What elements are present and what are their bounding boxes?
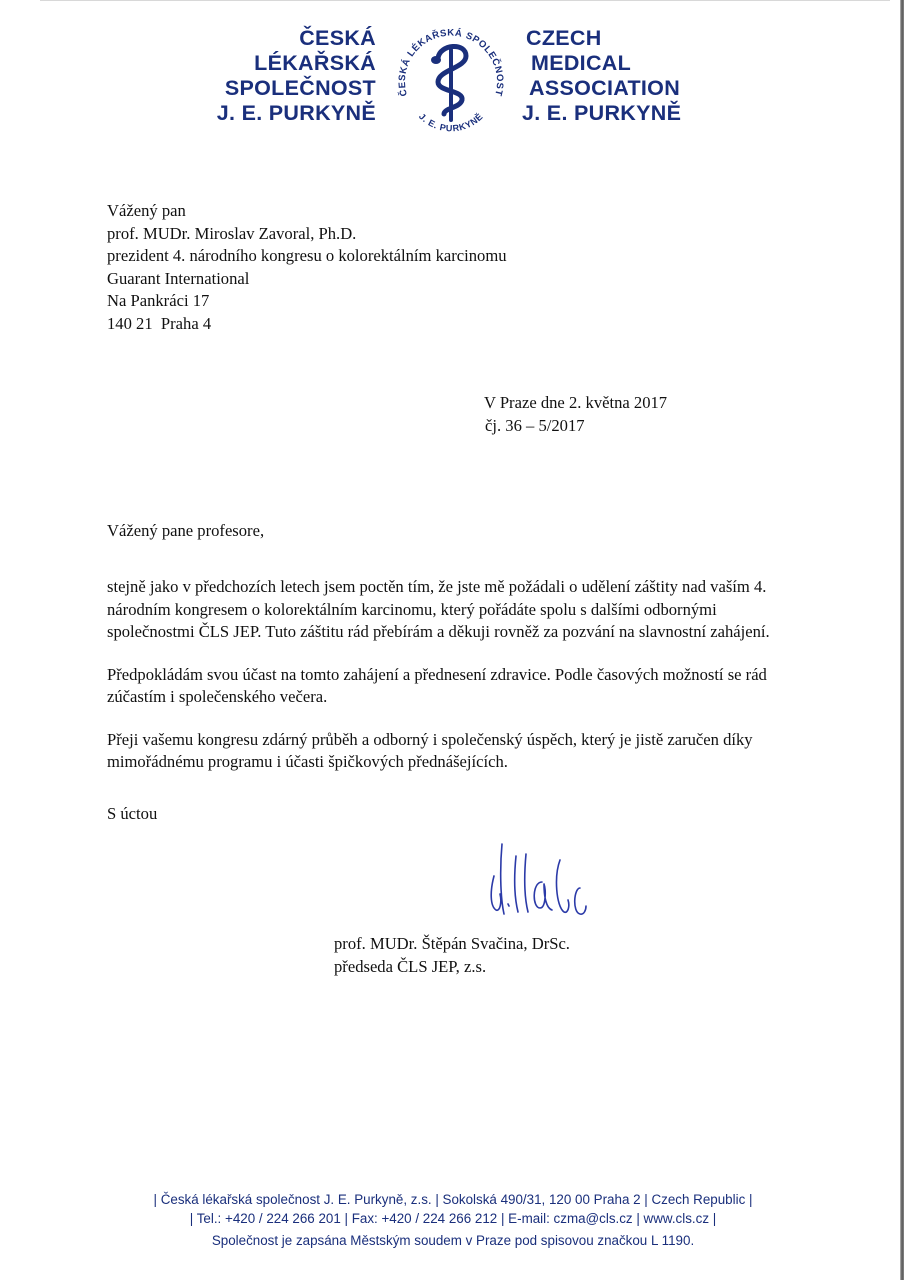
address-line: prezident 4. národního kongresu o kolorektálním karcinomu (107, 246, 507, 265)
scan-right-edge (900, 0, 904, 1280)
logo-ring-text-top: ČESKÁ LÉKAŘSKÁ SPOLEČNOST (396, 27, 506, 98)
letterhead-line: SPOLEČNOST (224, 76, 376, 100)
footer-registration-line: Společnost je zapsána Městským soudem v Praze pod spisovou značkou L 1190. (211, 1233, 695, 1248)
letterhead-line: ČESKÁ (299, 26, 376, 50)
address-line: Guarant International (107, 268, 250, 288)
logo-ring-text-bottom: J. E. PURKYNĚ (417, 111, 485, 134)
letterhead-line: J. E. PURKYNĚ (522, 101, 682, 125)
signer-block (334, 933, 570, 978)
dateline (484, 392, 667, 437)
footer-contact-line: | Tel.: +420 / 224 266 201 | Fax: +420 / 224 266 212 | E-mail: czma@cls.cz | www.cls.cz | (189, 1210, 717, 1226)
body-paragraph: stejně jako v předchozích letech jsem poctěn tím, že jste mě požádali o udělení záštity nad vaším 4. národním kongresem o kolorektálním karcinomu, který pořádáte spolu s dalšími odbornými společnostmi ČLS JEP. Tuto záštitu rád přebírám a děkuji rovněž za pozvání na slavnostní zahájení. (107, 577, 770, 641)
address-line: 140 21 Praha 4 (107, 313, 212, 333)
association-logo (386, 22, 516, 140)
rod-of-asclepius-icon (431, 46, 466, 120)
body-paragraph: Přeji vašemu kongresu zdárný průběh a odborný i společenský úspěch, který je jistě zaručen díky mimořádnému programu i účasti špičkových přednášejících. (107, 729, 753, 771)
reference-number: čj. 36 – 5/2017 (485, 415, 585, 435)
footer-address-line: | Česká lékařská společnost J. E. Purkyně, z.s. | Sokolská 490/31, 120 00 Praha 2 | Czech Republic | (153, 1192, 753, 1207)
letterhead-line: ASSOCIATION (529, 76, 681, 100)
closing: S úctou (107, 804, 158, 823)
place-date: V Praze dne 2. května 2017 (484, 393, 668, 412)
address-line: Vážený pan (107, 201, 186, 220)
body-paragraph: Předpokládám svou účast na tomto zahájení a přednesení zdravice. Podle časových možností se rád zúčastím i společenského večera. (107, 664, 767, 706)
letterhead-line: CZECH (526, 26, 602, 50)
address-line: Na Pankráci 17 (107, 291, 210, 310)
signer-title: předseda ČLS JEP, z.s. (334, 956, 487, 976)
salutation: Vážený pane profesore, (107, 521, 265, 540)
address-line: prof. MUDr. Miroslav Zavoral, Ph.D. (107, 223, 357, 243)
letterhead-czech-name (200, 26, 376, 126)
signer-name: prof. MUDr. Štěpán Svačina, DrSc. (334, 934, 570, 953)
letterhead-line: LÉKAŘSKÁ (254, 51, 376, 75)
letterhead-line: J. E. PURKYNĚ (216, 101, 376, 125)
handwritten-signature (480, 836, 610, 946)
recipient-address (107, 200, 507, 335)
letterhead-footer (0, 1191, 906, 1251)
letterhead-english-name (522, 26, 722, 126)
scan-top-edge (40, 0, 890, 1)
letter-body (107, 576, 807, 794)
letterhead-line: MEDICAL (531, 51, 632, 75)
